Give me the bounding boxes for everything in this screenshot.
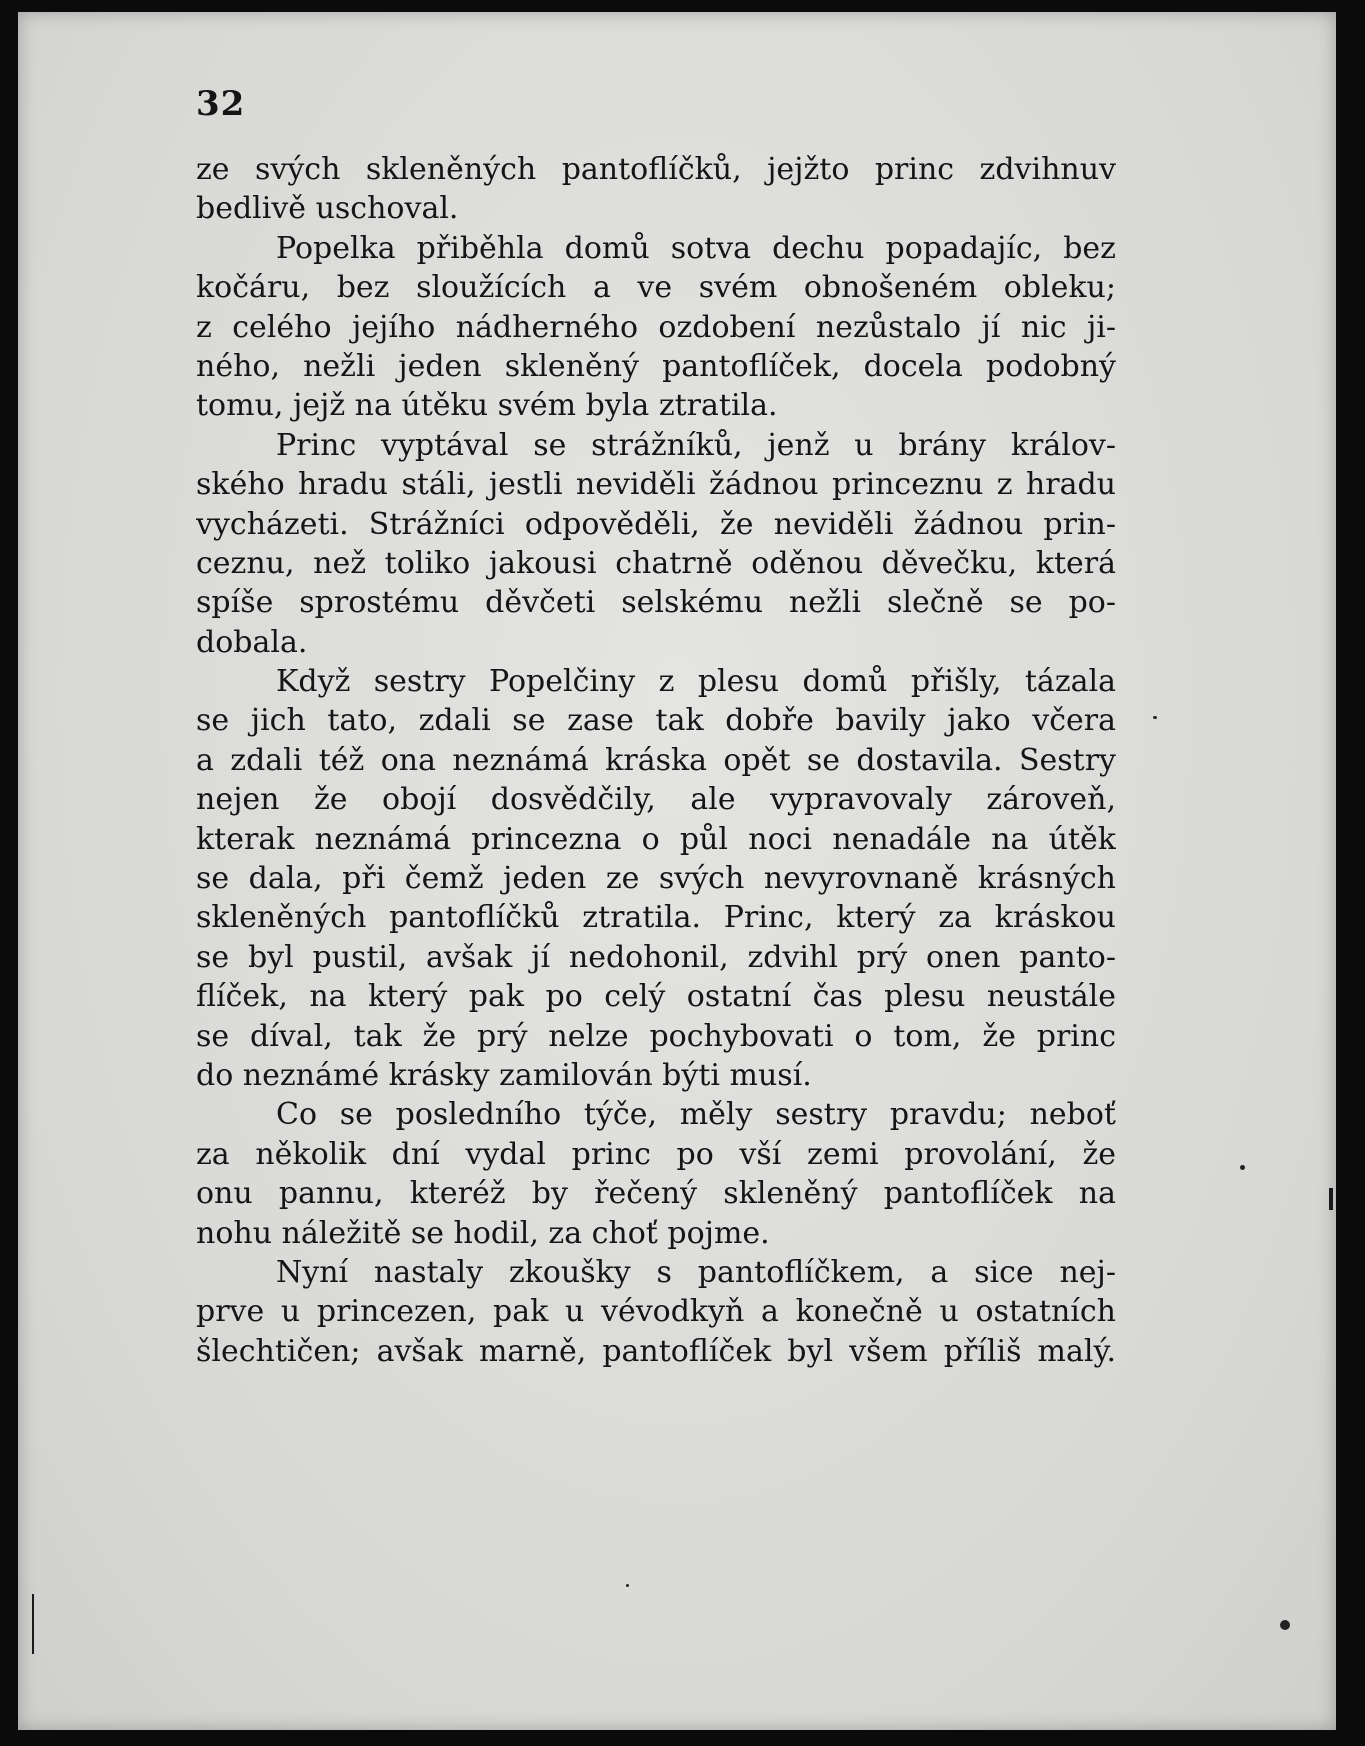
text-line: prve u princezen, pak u vévodkyň a konečně u ostatních [196, 1294, 1116, 1330]
scan-speck [1280, 1620, 1290, 1630]
text-line: kočáru, bez sloužících a ve svém obnošeném obleku; [196, 270, 1116, 306]
scan-edge-mark [32, 1594, 34, 1654]
paragraph [196, 662, 1116, 1095]
scan-speck [1240, 1165, 1245, 1170]
paragraph [196, 426, 1116, 662]
text-line: Princ vyptával se strážníků, jenž u brány králov- [276, 427, 1116, 463]
text-line: Popelka přiběhla domů sotva dechu popadajíc, bez [276, 230, 1116, 266]
text-line: Když sestry Popelčiny z plesu domů přišly, tázala [276, 664, 1116, 700]
text-line: ského hradu stáli, jestli neviděli žádnou princeznu z hradu [196, 467, 1116, 503]
text-line: bedlivě uschoval. [196, 191, 459, 227]
paragraph [196, 150, 1116, 229]
text-line: ceznu, než toliko jakousi chatrně oděnou děvečku, která [196, 545, 1116, 581]
text-line: ze svých skleněných pantoflíčků, jejžto princ zdvihnuv [196, 152, 1116, 187]
text-line: se dala, při čemž jeden ze svých nevyrovnaně krásných [196, 861, 1116, 897]
text-line: se byl pustil, avšak jí nedohonil, zdvihl prý onen panto- [196, 939, 1116, 975]
book-page [18, 12, 1336, 1730]
paragraph [196, 1095, 1116, 1253]
page-number: 32 [196, 84, 246, 124]
text-line: nohu náležitě se hodil, za choť pojme. [196, 1215, 770, 1251]
body-text [196, 150, 1116, 1371]
text-line: za několik dní vydal princ po vší zemi provolání, že [196, 1136, 1116, 1172]
text-line: vycházeti. Strážníci odpověděli, že neviděli žádnou prin- [196, 506, 1116, 542]
text-line: Co se posledního týče, měly sestry pravdu; neboť [276, 1097, 1116, 1133]
text-line: ného, nežli jeden skleněný pantoflíček, docela podobný [196, 348, 1116, 384]
text-line: Nyní nastaly zkoušky s pantoflíčkem, a sice nej- [276, 1254, 1116, 1290]
text-line: a zdali též ona neznámá kráska opět se dostavila. Sestry [196, 742, 1116, 778]
text-line: nejen že obojí dosvědčily, ale vypravovaly zároveň, [196, 782, 1116, 818]
text-line: se jich tato, zdali se zase tak dobře bavily jako včera [196, 703, 1116, 739]
text-line: do neznámé krásky zamilován býti musí. [196, 1057, 812, 1093]
scan-speck [1153, 716, 1157, 719]
text-line: spíše sprostému děvčeti selskému nežli slečně se po- [196, 585, 1116, 621]
text-line: dobala. [196, 624, 308, 660]
text-line: tomu, jejž na útěku svém byla ztratila. [196, 388, 778, 424]
text-line: se díval, tak že prý nelze pochybovati o tom, že princ [196, 1018, 1116, 1054]
paragraph [196, 229, 1116, 426]
text-line: kterak neznámá princezna o půl noci nenadále na útěk [196, 821, 1116, 857]
paragraph [196, 1253, 1116, 1371]
text-line: onu pannu, kteréž by řečený skleněný pantoflíček na [196, 1176, 1116, 1212]
scan-speck [626, 1584, 629, 1587]
text-line: flíček, na který pak po celý ostatní čas plesu neustále [196, 979, 1116, 1015]
text-line: z celého jejího nádherného ozdobení nezůstalo jí nic ji- [196, 309, 1116, 345]
text-line: skleněných pantoflíčků ztratila. Princ, který za kráskou [196, 900, 1116, 936]
scan-edge-mark [1329, 1188, 1333, 1210]
text-line: šlechtičen; avšak marně, pantoflíček byl všem příliš malý. [196, 1333, 1116, 1369]
